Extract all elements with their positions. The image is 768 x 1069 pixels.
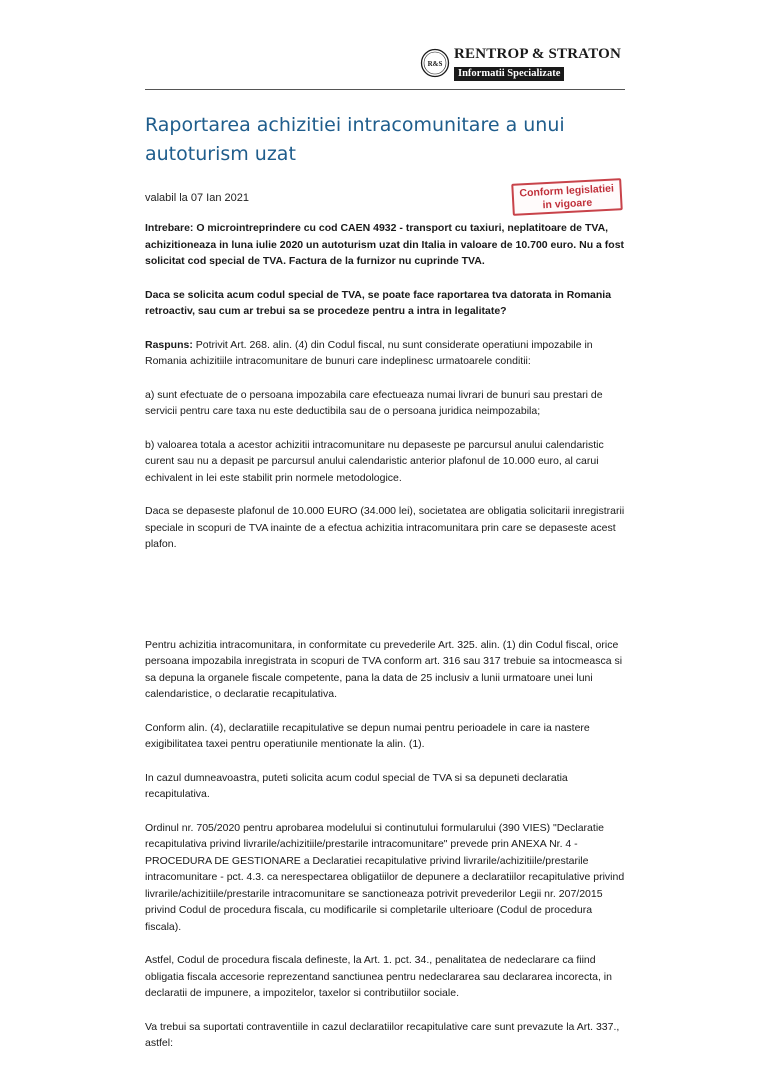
art-325-paragraph: Pentru achizitia intracomunitara, in conformitate cu prevederile Art. 325. alin. (1) din Codul fiscal, orice persoana impozabila inregistrata in scopuri de TVA conform art. 316 sau 317 trebuie sa intocmeasca si sa depuna la organele fiscale competente, pana la data de 25 inclusiv a lunii urmatoare unei luni calendaristice, o declaratie recapitulativa.: [145, 638, 623, 700]
contraventii-paragraph: Va trebui sa suportati contraventiile in cazul declaratiilor recapitulative care sunt prevazute la Art. 337., astfel:: [145, 1020, 620, 1049]
logo-subtitle: Informatii Specializate: [454, 67, 564, 81]
question-paragraph-2: Daca se solicita acum codul special de TVA, se poate face raportarea tva datorata in Romania retroactiv, sau cum ar trebui sa se procedeze pentru a intra in legalitate?: [145, 288, 612, 317]
article-body: [145, 220, 627, 1069]
rs-emblem-icon: [420, 48, 450, 78]
stamp-line-1: Conform legislatiei: [519, 182, 615, 200]
content-spacer: [145, 570, 627, 637]
ordin-paragraph: Ordinul nr. 705/2020 pentru aprobarea modelului si continutului formularului (390 VIES) "Declaratie recapitulativa privind livrarile/achizitiile/prestarile intracomunitare" prevede prin ANEXA Nr. 4 - PROCEDURA DE GESTIONARE a Declaratiei recapitulative privind livrarile/achizitiile/prestarile intracomunitare - pct. 4.3. ca nerespectarea obligatiilor de depunere a declaratiilor recapitulative privind livrarile/achizitiile/prestarile intracomunitare se sanctioneaza potrivit prevederilor Legii nr. 207/2015 privind Codul de procedura fiscala, cu modificarile si completarile ulterioare (Codul de procedura fiscala).: [145, 821, 625, 933]
question-paragraph-1: Intrebare: O microintreprindere cu cod CAEN 4932 - transport cu taxiuri, neplatitoare de TVA, achizitioneaza in luna iulie 2020 un autoturism uzat din Italia in valoare de 10.700 euro. Nu a fost solicitat cod special de TVA. Factura de la furnizor nu cuprinde TVA.: [145, 222, 625, 267]
header-divider: [145, 89, 625, 90]
publisher-logo: [420, 42, 625, 86]
case-paragraph: In cazul dumneavoastra, puteti solicita acum codul special de TVA si sa depuneti declaratia recapitulativa.: [145, 771, 568, 800]
answer-paragraph: [145, 337, 627, 370]
threshold-paragraph: Daca se depaseste plafonul de 10.000 EURO (34.000 lei), societatea are obligatia solicitarii inregistrarii speciale in scopuri de TVA inainte de a efectua achizitia intracomunitara prin care se depaseste acest plafon.: [145, 505, 625, 550]
article-title: Raportarea achizitiei intracomunitare a unui autoturism uzat: [145, 114, 565, 165]
astfel-paragraph: Astfel, Codul de procedura fiscala defineste, la Art. 1. pct. 34., penalitatea de nedeclarare ca fiind obligatia fiscala accesorie reprezentand sanctiunea pentru nedeclararea sau declararea incorecta, in declaratii de impunere, a impozitelor, taxelor si contributiilor sociale.: [145, 954, 612, 999]
stamp-line-2: in vigoare: [542, 196, 593, 212]
answer-text: Potrivit Art. 268. alin. (4) din Codul fiscal, nu sunt considerate operatiuni impozabile in Romania achizitiile intracomunitare de bunuri care indeplinesc urmatoarele conditii:: [145, 338, 593, 367]
alin-4-paragraph: Conform alin. (4), declaratiile recapitulative se depun numai pentru perioadele in care ia nastere exigibilitatea taxei pentru operatiunile mentionate la alin. (1).: [145, 721, 590, 750]
valid-date: valabil la 07 Ian 2021: [145, 192, 249, 204]
logo-title: RENTROP & STRATON: [454, 46, 622, 62]
logo-badge-text: R&S: [427, 60, 443, 68]
legislation-stamp: [511, 178, 623, 216]
answer-label: Raspuns:: [145, 338, 193, 351]
condition-b: b) valoarea totala a acestor achizitii intracomunitare nu depaseste pe parcursul anului calendaristic curent sau nu a depasit pe parcursul anului calendaristic anterior plafonul de 10.000 euro, al carui echivalent in lei este stabilit prin normele metodologice.: [145, 438, 604, 484]
condition-a: a) sunt efectuate de o persoana impozabila care efectueaza numai livrari de bunuri sau prestari de servicii pentru care taxa nu este deductibila sau de o persoana juridica neimpozabila;: [145, 388, 603, 417]
